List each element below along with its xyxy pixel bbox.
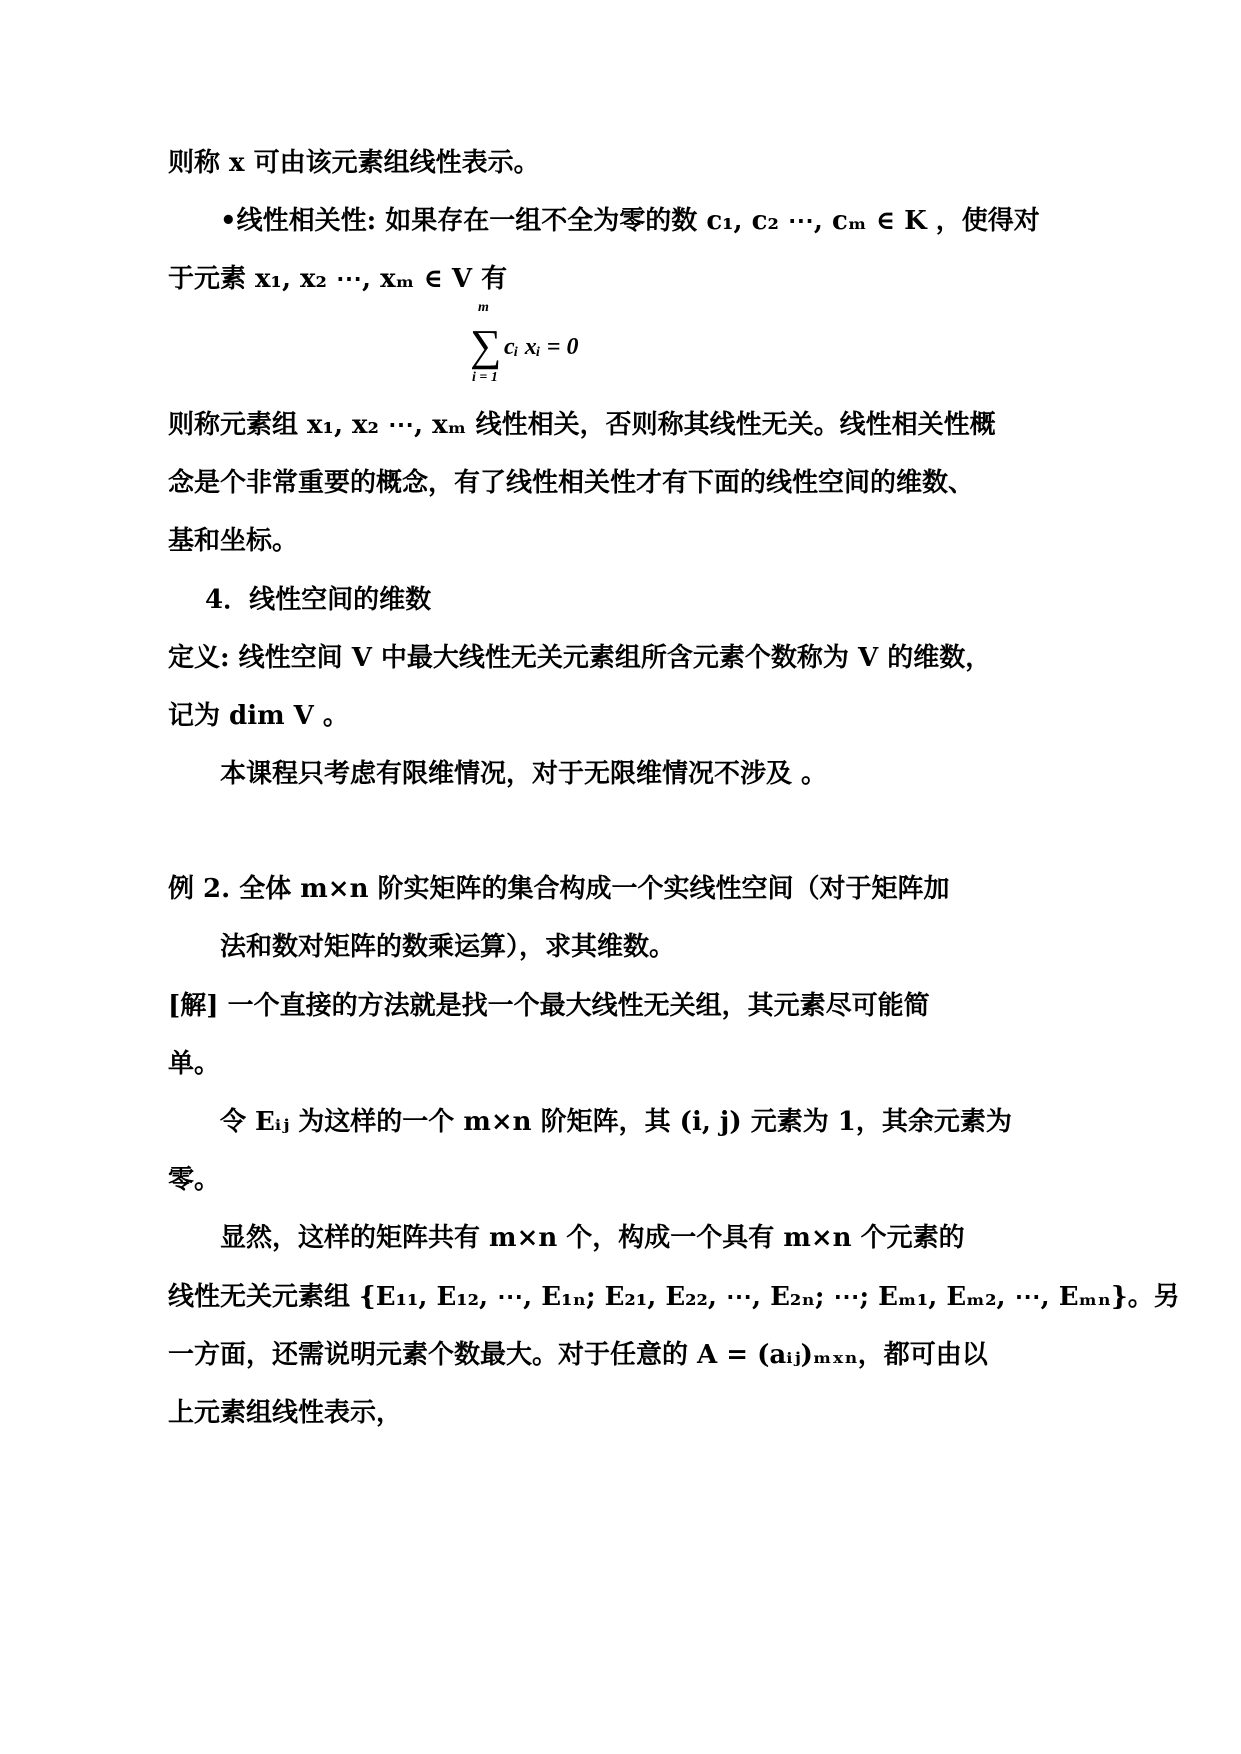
sum-upper-limit: m	[478, 300, 489, 315]
text-line: 上元素组线性表示，	[168, 1398, 403, 1428]
text-line: 一方面，还需说明元素个数最大。对于任意的 A = (aᵢⱼ)ₘₓₙ，都可由以	[168, 1340, 988, 1370]
text-line: 则称元素组 x₁, x₂ ⋯, xₘ 线性相关，否则称其线性无关。线性相关性概	[168, 410, 996, 440]
text-line: 令 Eᵢⱼ 为这样的一个 m×n 阶矩阵，其 (i, j) 元素为 1，其余元素为	[220, 1107, 1012, 1137]
text-line: 基和坐标。	[168, 526, 299, 556]
sigma-symbol: ∑	[470, 321, 502, 370]
text-line: 记为 dim V 。	[168, 701, 349, 731]
text-line: 本课程只考虑有限维情况，对于无限维情况不涉及 。	[220, 759, 828, 789]
text-line: 零。	[168, 1165, 221, 1195]
definition-linear-dependence: •线性相关性: 如果存在一组不全为零的数 c₁, c₂ ⋯, cₘ ∈ K ，使得对	[220, 206, 1040, 236]
sum-formula	[470, 300, 630, 390]
sum-lower-limit: i = 1	[472, 370, 498, 385]
text-line: 显然，这样的矩阵共有 m×n 个，构成一个具有 m×n 个元素的	[220, 1223, 965, 1253]
definition-dimension: 定义: 线性空间 V 中最大线性无关元素组所含元素个数称为 V 的维数，	[168, 643, 992, 673]
text-line: 于元素 x₁, x₂ ⋯, xₘ ∈ V 有	[168, 264, 508, 294]
text-line: 法和数对矩阵的数乘运算），求其维数。	[220, 932, 676, 962]
example-heading: 例 2. 全体 m×n 阶实矩阵的集合构成一个实线性空间（对于矩阵加	[168, 874, 950, 904]
solution-line: [解] 一个直接的方法就是找一个最大线性无关组，其元素尽可能简	[168, 991, 930, 1021]
sum-body: cᵢ xᵢ = 0	[504, 334, 579, 360]
section-heading: 4．线性空间的维数	[205, 585, 432, 615]
text-line: 线性无关元素组 {E₁₁, E₁₂, ⋯, E₁ₙ; E₂₁, E₂₂, ⋯, E₂ₙ; ⋯; Eₘ₁, Eₘ₂, ⋯, Eₘₙ}。另	[168, 1282, 1180, 1312]
text-line: 念是个非常重要的概念，有了线性相关性才有下面的线性空间的维数、	[168, 468, 975, 498]
text-line: 则称 x 可由该元素组线性表示。	[168, 148, 540, 178]
text-line: 单。	[168, 1049, 221, 1079]
